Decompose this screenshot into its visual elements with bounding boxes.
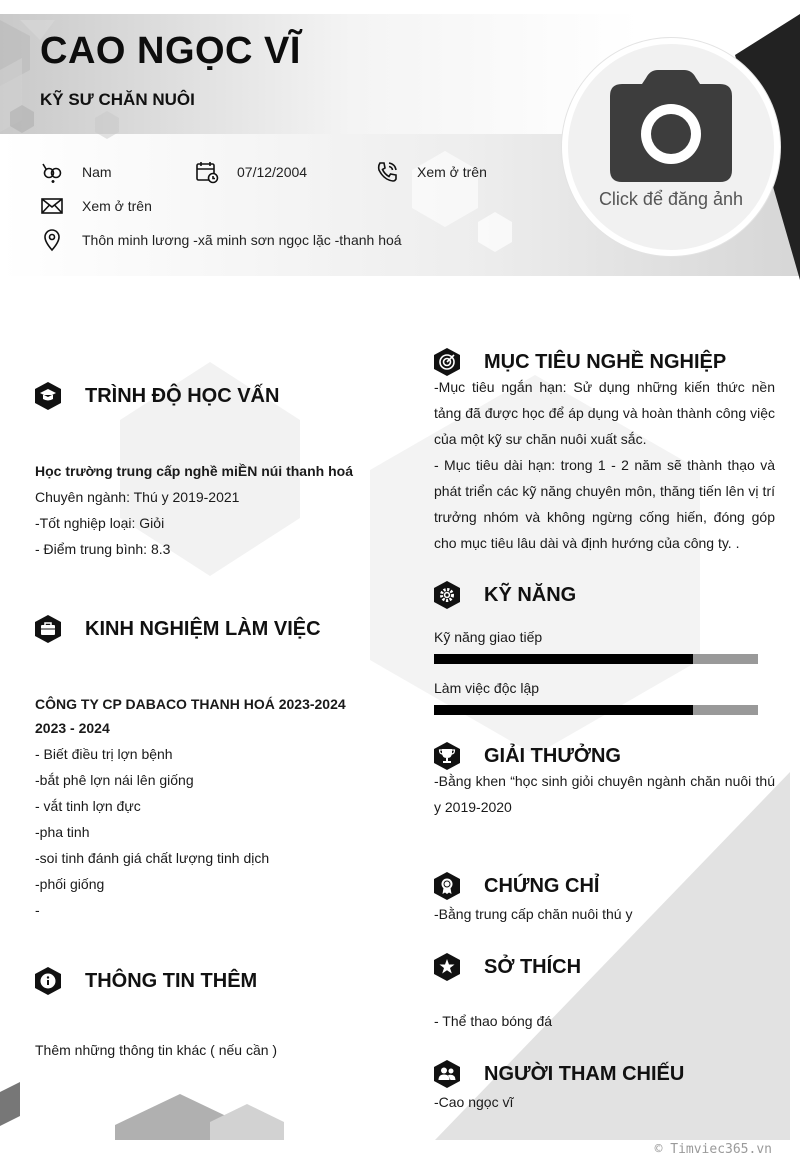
objective-long-term: - Mục tiêu dài hạn: trong 1 - 2 năm sẽ thành thạo và phát triển các kỹ năng chuyên môn, thăng tiến lên vị trí trưởng nhóm và không ngừng cống hiến, đóng góp cho mục tiêu lâu dài và định hướng của công ty. . [434, 457, 775, 551]
extra-info-text: Thêm những thông tin khác ( nếu cần ) [35, 1042, 278, 1058]
skill-label: Làm việc độc lập [434, 680, 540, 696]
skills-title: KỸ NĂNG [484, 583, 577, 606]
extra-info-title: THÔNG TIN THÊM [85, 969, 258, 992]
phone-value: Xem ở trên [417, 164, 487, 180]
address-row [40, 228, 402, 252]
graduation-cap-icon [33, 381, 63, 411]
education-title: TRÌNH ĐỘ HỌC VẤN [85, 384, 280, 407]
skill-bar [434, 654, 758, 664]
experience-period: 2023 - 2024 [35, 720, 110, 736]
section-awards [432, 741, 621, 771]
section-skills [432, 580, 576, 610]
experience-company: CÔNG TY CP DABACO THANH HOÁ 2023-2024 [35, 696, 346, 712]
references-text: -Cao ngọc vĩ [434, 1094, 514, 1110]
upload-photo-label: Click để đăng ảnh [598, 189, 744, 209]
certificates-title: CHỨNG CHỈ [484, 874, 600, 897]
location-pin-icon [40, 228, 64, 252]
email-row [40, 194, 152, 218]
gender-value: Nam [82, 164, 112, 180]
birthday-value: 07/12/2004 [237, 164, 308, 180]
experience-line: - Biết điều trị lợn bệnh [35, 746, 173, 762]
section-experience [33, 614, 321, 644]
experience-line: -bắt phê lợn nái lên giống [35, 772, 194, 788]
skill-bar-fill [434, 654, 693, 664]
experience-line: -phối giống [35, 876, 105, 892]
trophy-icon [432, 741, 462, 771]
certificate-icon [432, 871, 462, 901]
experience-title: KINH NGHIỆM LÀM VIỆC [85, 617, 321, 640]
gear-icon [432, 580, 462, 610]
education-school: Học trường trung cấp nghề miỀN núi thanh hoá [35, 463, 353, 479]
section-certificates [432, 871, 599, 901]
avatar-upload[interactable] [562, 38, 780, 256]
section-hobbies [432, 952, 581, 982]
section-education [33, 381, 279, 411]
awards-text: -Bằng khen “học sinh giỏi chuyên ngành chăn nuôi thú y 2019-2020 [434, 773, 775, 815]
birthday-row [195, 160, 307, 184]
experience-line: - vắt tinh lợn đực [35, 798, 141, 814]
section-objective [432, 347, 726, 377]
skill-label: Kỹ năng giao tiếp [434, 629, 543, 645]
email-icon [40, 194, 64, 218]
job-title: KỸ SƯ CHĂN NUÔI [40, 90, 195, 109]
calendar-icon [195, 160, 219, 184]
gender-icon [40, 160, 64, 184]
experience-line: -soi tinh đánh giá chất lượng tinh dịch [35, 850, 270, 866]
briefcase-icon [33, 614, 63, 644]
phone-row [375, 160, 487, 184]
skill-bar-fill [434, 705, 693, 715]
people-icon [432, 1059, 462, 1089]
awards-title: GIẢI THƯỞNG [484, 744, 621, 767]
education-line: - Điểm trung bình: 8.3 [35, 541, 171, 557]
email-value: Xem ở trên [82, 198, 152, 214]
target-icon [432, 347, 462, 377]
objective-title: MỤC TIÊU NGHỀ NGHIỆP [484, 350, 727, 373]
hobbies-text: - Thể thao bóng đá [434, 1013, 553, 1029]
gender-row [40, 160, 112, 184]
watermark-text: © Timviec365.vn [654, 1142, 772, 1157]
info-icon [33, 966, 63, 996]
skill-bar [434, 705, 758, 715]
camera-icon [606, 70, 736, 182]
experience-line: -pha tinh [35, 824, 90, 840]
certificates-text: -Bằng trung cấp chăn nuôi thú y [434, 906, 633, 922]
education-line: Chuyên ngành: Thú y 2019-2021 [35, 489, 240, 505]
objective-short-term: -Mục tiêu ngắn hạn: Sử dụng những kiến thức nền tảng đã được học để áp dụng và hoàn thành công việc của một kỹ sư chăn nuôi xuất sắc. [434, 379, 775, 447]
education-line: -Tốt nghiệp loại: Giỏi [35, 515, 165, 531]
star-icon [432, 952, 462, 982]
address-value: Thôn minh lương -xã minh sơn ngọc lặc -thanh hoá [82, 232, 402, 248]
section-extra-info [33, 966, 257, 996]
references-title: NGƯỜI THAM CHIẾU [484, 1062, 685, 1085]
candidate-name: CAO NGỌC VĨ [40, 30, 301, 72]
hobbies-title: SỞ THÍCH [484, 955, 582, 978]
section-references [432, 1059, 684, 1089]
experience-line: - [35, 902, 40, 918]
phone-icon [375, 160, 399, 184]
